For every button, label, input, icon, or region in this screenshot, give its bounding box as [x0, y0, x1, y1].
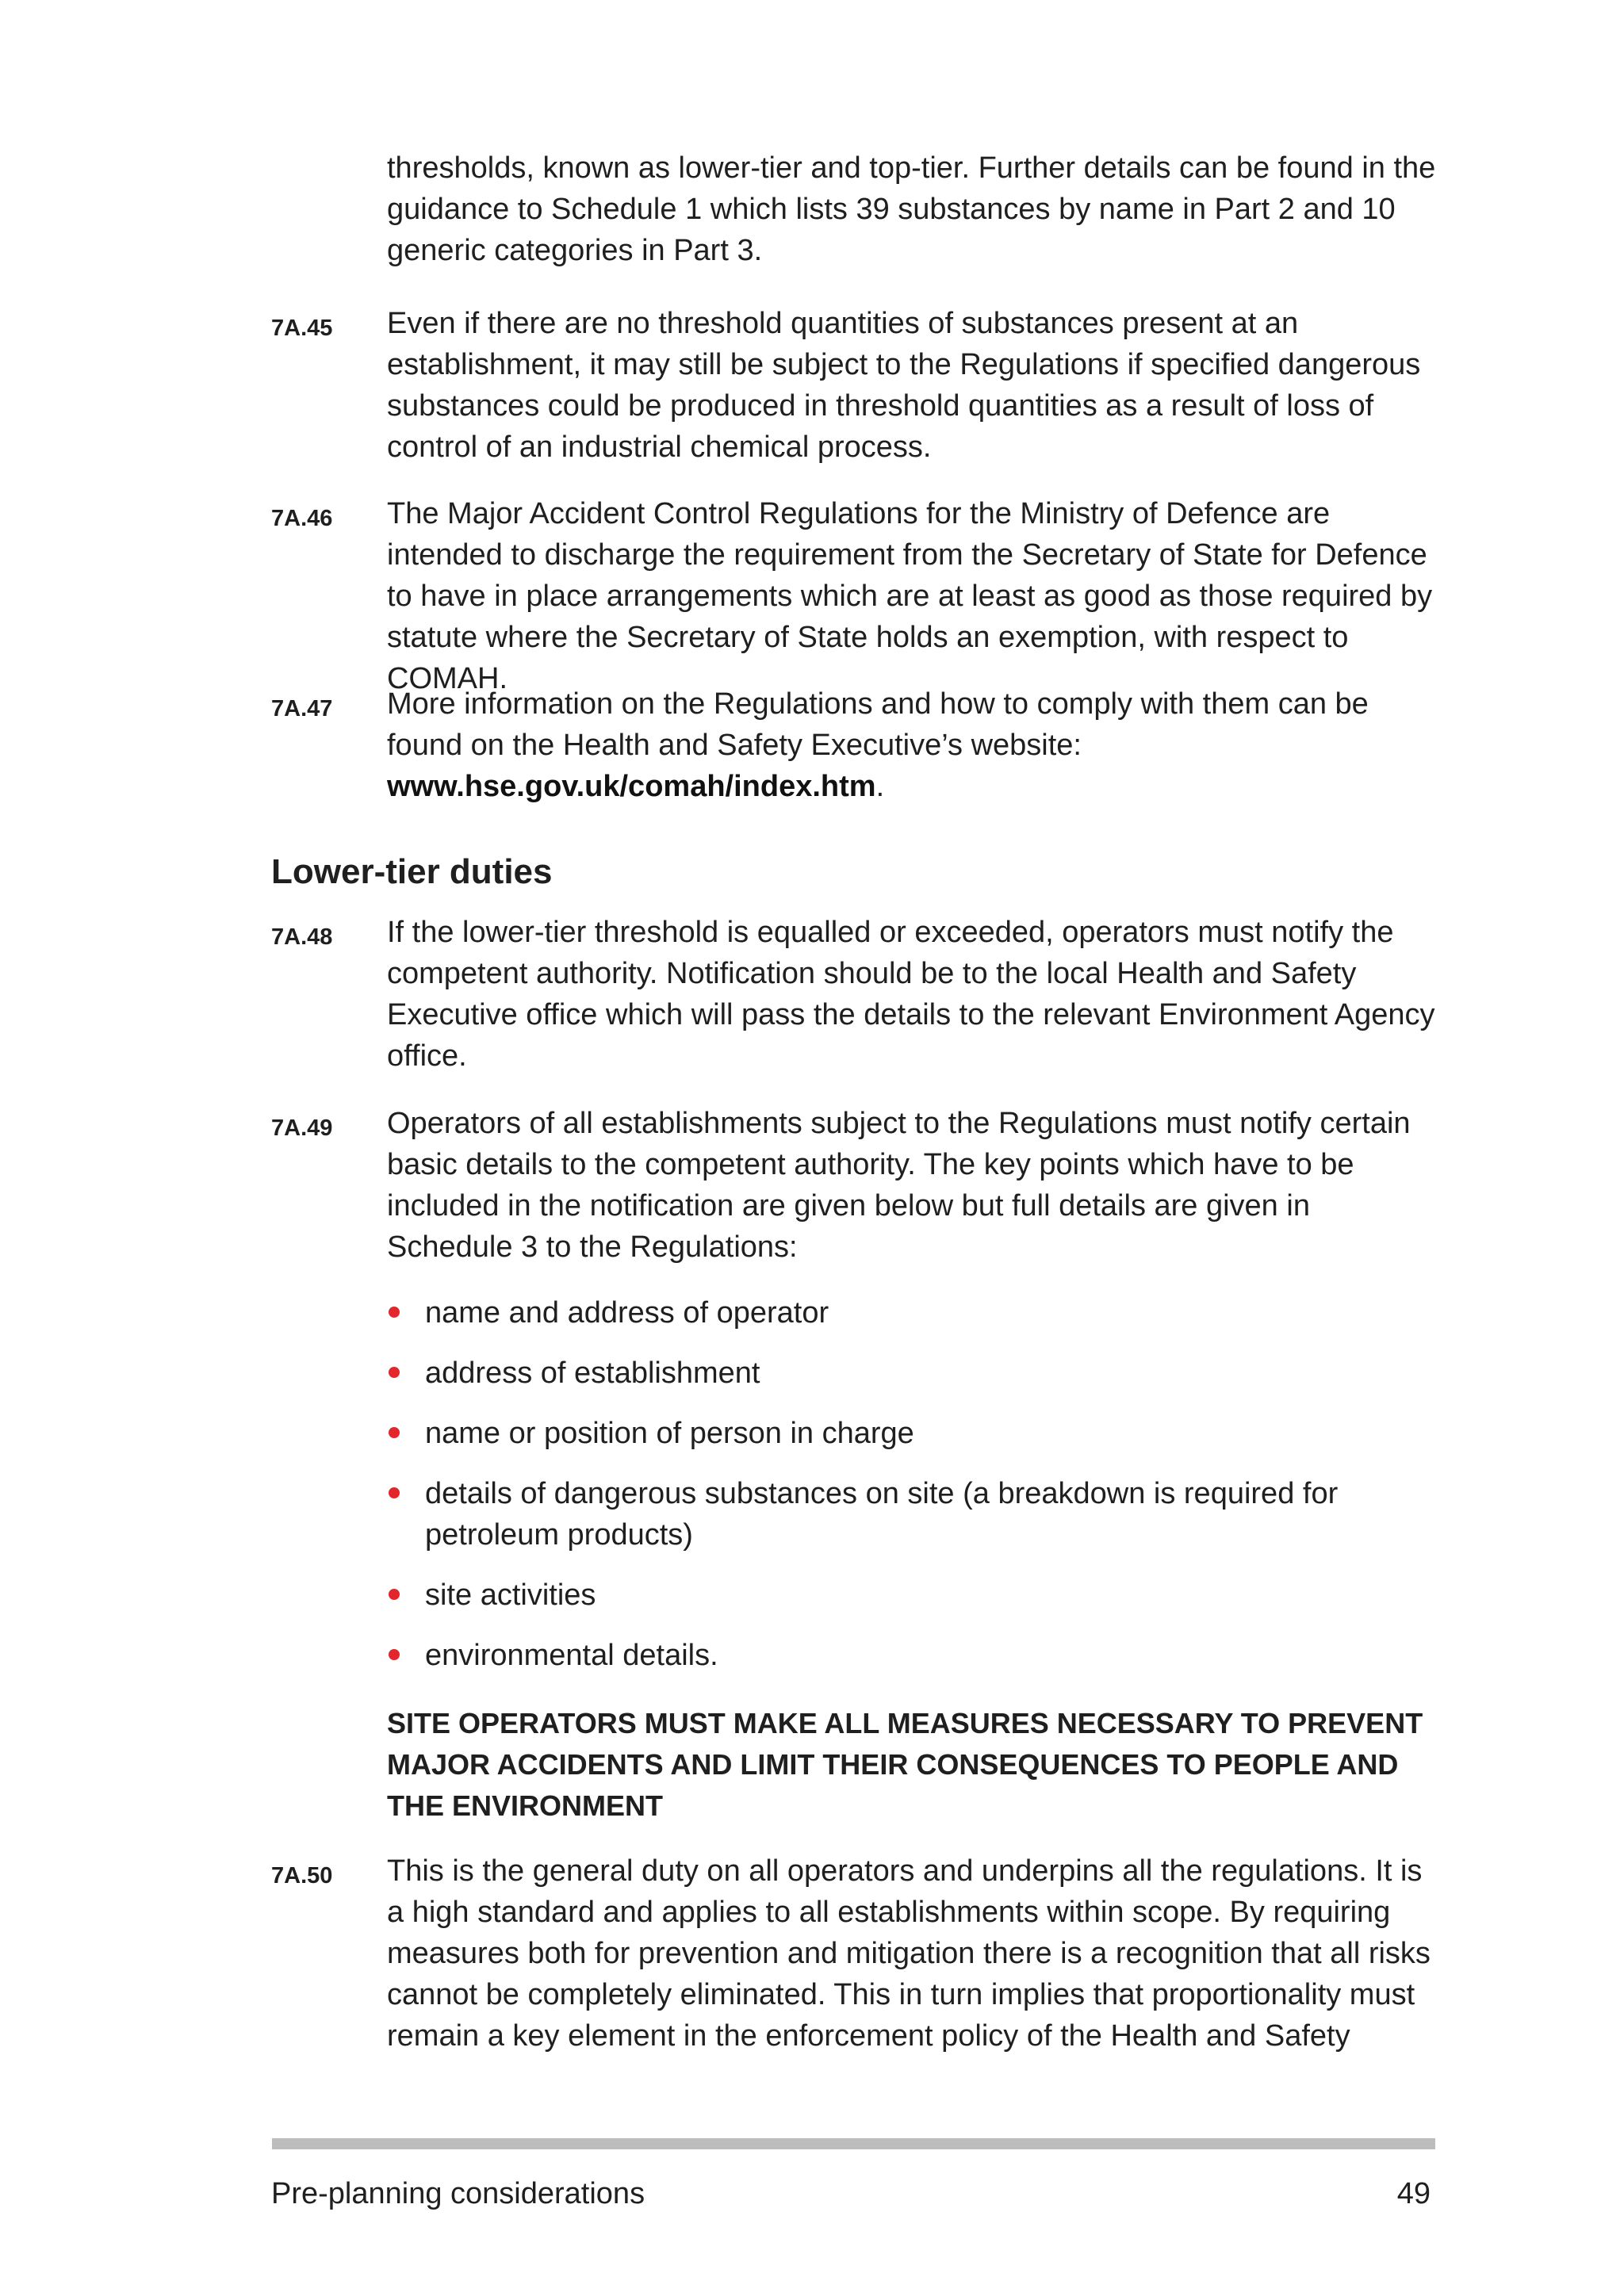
list-item-text: name and address of operator — [425, 1296, 829, 1330]
paragraph-body: More information on the Regulations and how to comply with them can be found on the Health and Safety Executive’s website: — [387, 687, 1369, 762]
bullet-icon — [389, 1649, 400, 1660]
paragraph-number: 7A.47 — [271, 696, 333, 721]
list-item — [387, 1575, 1442, 1616]
footer-title: Pre-planning considerations — [271, 2177, 645, 2210]
list-item-text: site activities — [425, 1578, 596, 1612]
bullet-icon — [389, 1589, 400, 1600]
paragraph-text: If the lower-tier threshold is equalled or exceeded, operators must notify the competent authority. Notification should be to the local Health and Safety Executive office which will pass the details to the relevant Environment Agency office. — [387, 916, 1435, 1073]
bullet-icon — [389, 1427, 400, 1438]
paragraph-number: 7A.48 — [271, 924, 333, 950]
continuation-paragraph: thresholds, known as lower-tier and top-tier. Further details can be found in the guidance to Schedule 1 which lists 39 substances by name in Part 2 and 10 generic categories in Part 3. — [387, 151, 1436, 267]
list-item-text: name or position of person in charge — [425, 1417, 914, 1450]
hse-website-link[interactable]: www.hse.gov.uk/comah/index.htm — [387, 770, 876, 803]
paragraph-number: 7A.46 — [271, 506, 333, 531]
paragraph-text: The Major Accident Control Regulations for the Ministry of Defence are intended to discharge the requirement from the Secretary of State for Defence to have in place arrangements which are at least as good as those required by statute where the Secretary of State holds an exemption, with respect to COMAH. — [387, 497, 1433, 695]
list-item-text: details of dangerous substances on site (a breakdown is required for petroleum products) — [425, 1477, 1339, 1552]
general-duty-statement: SITE OPERATORS MUST MAKE ALL MEASURES NECESSARY TO PREVENT MAJOR ACCIDENTS AND LIMIT THEIR CONSEQUENCES TO PEOPLE AND THE ENVIRONMENT — [387, 1707, 1423, 1822]
bullet-icon — [389, 1487, 400, 1498]
list-item-text: environmental details. — [425, 1639, 718, 1672]
notification-bullet-list — [387, 1292, 1442, 1695]
paragraph-text — [387, 683, 1442, 807]
paragraph-text: Even if there are no threshold quantities of substances present at an establishment, it may still be subject to the Regulations if specified dangerous substances could be produced in threshold quantities as a result of loss of control of an industrial chemical process. — [387, 307, 1421, 464]
link-period: . — [875, 770, 885, 803]
paragraph-text: Operators of all establishments subject to the Regulations must notify certain basic details to the competent authority. The key points which have to be included in the notification are given below but full details are given in Schedule 3 to the Regulations: — [387, 1107, 1411, 1264]
list-item — [387, 1292, 1442, 1334]
list-item — [387, 1473, 1442, 1556]
bullet-icon — [389, 1307, 400, 1318]
list-item — [387, 1353, 1442, 1394]
paragraph-text: This is the general duty on all operators and underpins all the regulations. It is a high standard and applies to all establishments within scope. By requiring measures both for prevention and mitigation there is a recognition that all risks cannot be completely eliminated. This in turn implies that proportionality must remain a key element in the enforcement policy of the Health and Safety — [387, 1854, 1431, 2053]
paragraph-number: 7A.49 — [271, 1115, 333, 1141]
bullet-icon — [389, 1367, 400, 1378]
page-number: 49 — [1396, 2177, 1431, 2210]
list-item-text: address of establishment — [425, 1357, 760, 1390]
section-heading: Lower-tier duties — [271, 852, 553, 891]
footer-divider — [272, 2138, 1435, 2149]
paragraph-number: 7A.50 — [271, 1863, 333, 1888]
list-item — [387, 1413, 1442, 1454]
paragraph-number: 7A.45 — [271, 316, 333, 341]
list-item — [387, 1635, 1442, 1676]
